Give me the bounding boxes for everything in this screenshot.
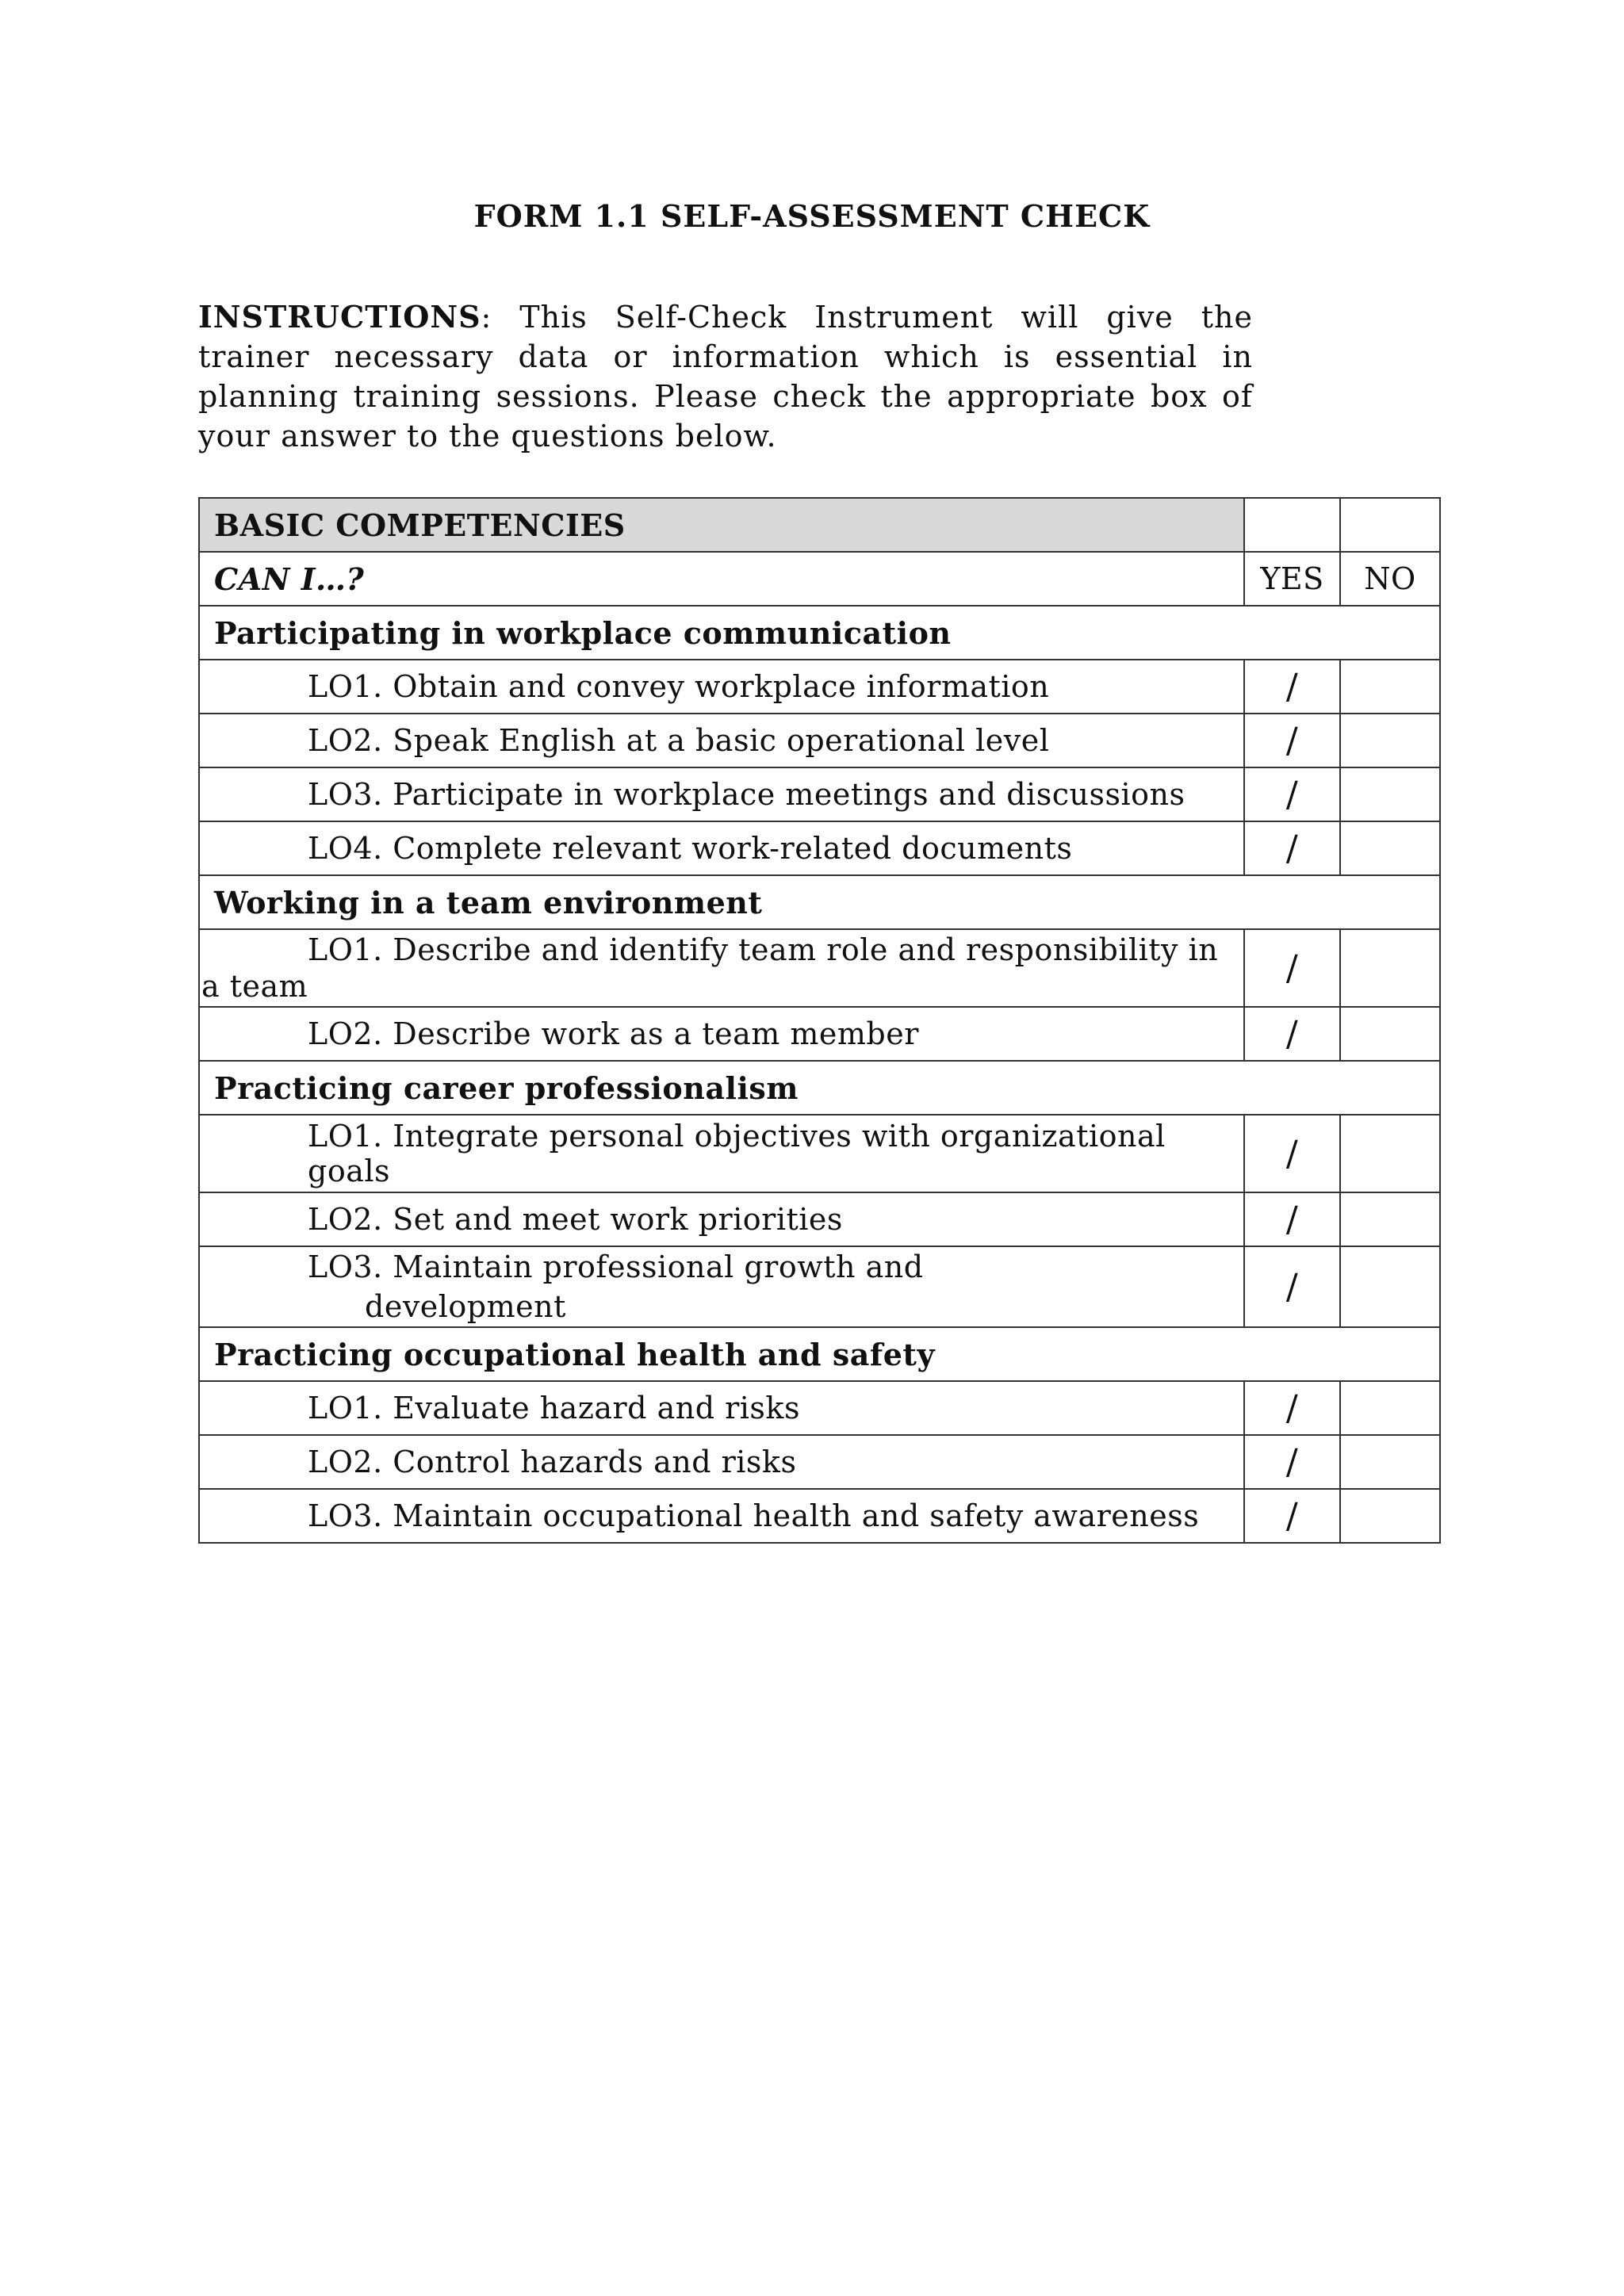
no-checkbox-cell[interactable] — [1340, 1435, 1440, 1489]
yes-checkbox-cell[interactable]: / — [1244, 821, 1340, 875]
yes-checkbox-cell[interactable]: / — [1244, 1007, 1340, 1061]
yes-checkbox-cell[interactable]: / — [1244, 1435, 1340, 1489]
competency-item: LO2. Set and meet work priorities — [199, 1192, 1244, 1246]
yes-checkbox-cell[interactable]: / — [1244, 1381, 1340, 1435]
competency-item: LO3. Maintain occupational health and safety awareness — [199, 1489, 1244, 1543]
table-row — [199, 714, 1440, 767]
no-column-label: NO — [1340, 552, 1440, 606]
table-row — [199, 1115, 1440, 1192]
section-title: Participating in workplace communication — [199, 606, 1440, 660]
yes-checkbox-cell[interactable]: / — [1244, 714, 1340, 767]
table-row — [199, 1489, 1440, 1543]
can-i-label: CAN I…? — [199, 552, 1244, 606]
table-row — [199, 1192, 1440, 1246]
no-checkbox-cell[interactable] — [1340, 1192, 1440, 1246]
competency-item-continuation: development — [365, 1289, 566, 1324]
instructions-label: INSTRUCTIONS — [198, 299, 481, 335]
yes-checkbox-cell[interactable]: / — [1244, 1246, 1340, 1327]
competency-item: LO1. Describe and identify team role and responsibility in a team — [199, 929, 1244, 1007]
competency-item: LO2. Describe work as a team member — [199, 1007, 1244, 1061]
yes-column-label: YES — [1244, 552, 1340, 606]
self-assessment-table — [198, 497, 1441, 1544]
section-row — [199, 875, 1440, 929]
no-checkbox-cell[interactable] — [1340, 821, 1440, 875]
competency-item: LO1. Integrate personal objectives with organizational goals — [199, 1115, 1244, 1192]
table-header-row — [199, 498, 1440, 552]
table-row — [199, 1381, 1440, 1435]
competency-item — [199, 1246, 1244, 1327]
no-checkbox-cell[interactable] — [1340, 1246, 1440, 1327]
table-row — [199, 929, 1440, 1007]
yes-checkbox-cell[interactable]: / — [1244, 1115, 1340, 1192]
yes-header-blank-cell — [1244, 498, 1340, 552]
no-header-blank-cell — [1340, 498, 1440, 552]
section-row — [199, 606, 1440, 660]
table-row — [199, 1435, 1440, 1489]
no-checkbox-cell[interactable] — [1340, 660, 1440, 714]
no-checkbox-cell[interactable] — [1340, 767, 1440, 821]
yes-checkbox-cell[interactable]: / — [1244, 1192, 1340, 1246]
section-row — [199, 1061, 1440, 1115]
competency-item: LO4. Complete relevant work-related documents — [199, 821, 1244, 875]
competency-item-line: LO3. Maintain professional growth and — [308, 1249, 924, 1284]
competency-item: LO1. Obtain and convey workplace information — [199, 660, 1244, 714]
table-row — [199, 1246, 1440, 1327]
yes-checkbox-cell[interactable]: / — [1244, 1489, 1340, 1543]
yes-checkbox-cell[interactable]: / — [1244, 929, 1340, 1007]
section-title: Practicing occupational health and safety — [199, 1327, 1440, 1381]
section-title: Practicing career professionalism — [199, 1061, 1440, 1115]
table-row — [199, 660, 1440, 714]
competency-item: LO3. Participate in workplace meetings and discussions — [199, 767, 1244, 821]
form-title: FORM 1.1 SELF-ASSESSMENT CHECK — [473, 198, 1151, 234]
competency-item: LO2. Speak English at a basic operational level — [199, 714, 1244, 767]
section-row — [199, 1327, 1440, 1381]
table-row — [199, 767, 1440, 821]
no-checkbox-cell[interactable] — [1340, 1007, 1440, 1061]
no-checkbox-cell[interactable] — [1340, 929, 1440, 1007]
no-checkbox-cell[interactable] — [1340, 1489, 1440, 1543]
yes-checkbox-cell[interactable]: / — [1244, 767, 1340, 821]
no-checkbox-cell[interactable] — [1340, 1115, 1440, 1192]
competency-item: LO1. Evaluate hazard and risks — [199, 1381, 1244, 1435]
table-row — [199, 821, 1440, 875]
no-checkbox-cell[interactable] — [1340, 714, 1440, 767]
section-title: Working in a team environment — [199, 875, 1440, 929]
table-row — [199, 1007, 1440, 1061]
basic-competencies-header: BASIC COMPETENCIES — [199, 498, 1244, 552]
competency-item: LO2. Control hazards and risks — [199, 1435, 1244, 1489]
yes-checkbox-cell[interactable]: / — [1244, 660, 1340, 714]
no-checkbox-cell[interactable] — [1340, 1381, 1440, 1435]
instructions-paragraph — [198, 297, 1253, 456]
instructions-text: : This Self-Check Instrument will give the trainer necessary data or information which is essential in planning training sessions. Please check the appropriate box of your answer to the questions below. — [198, 300, 1253, 453]
question-row — [199, 552, 1440, 606]
